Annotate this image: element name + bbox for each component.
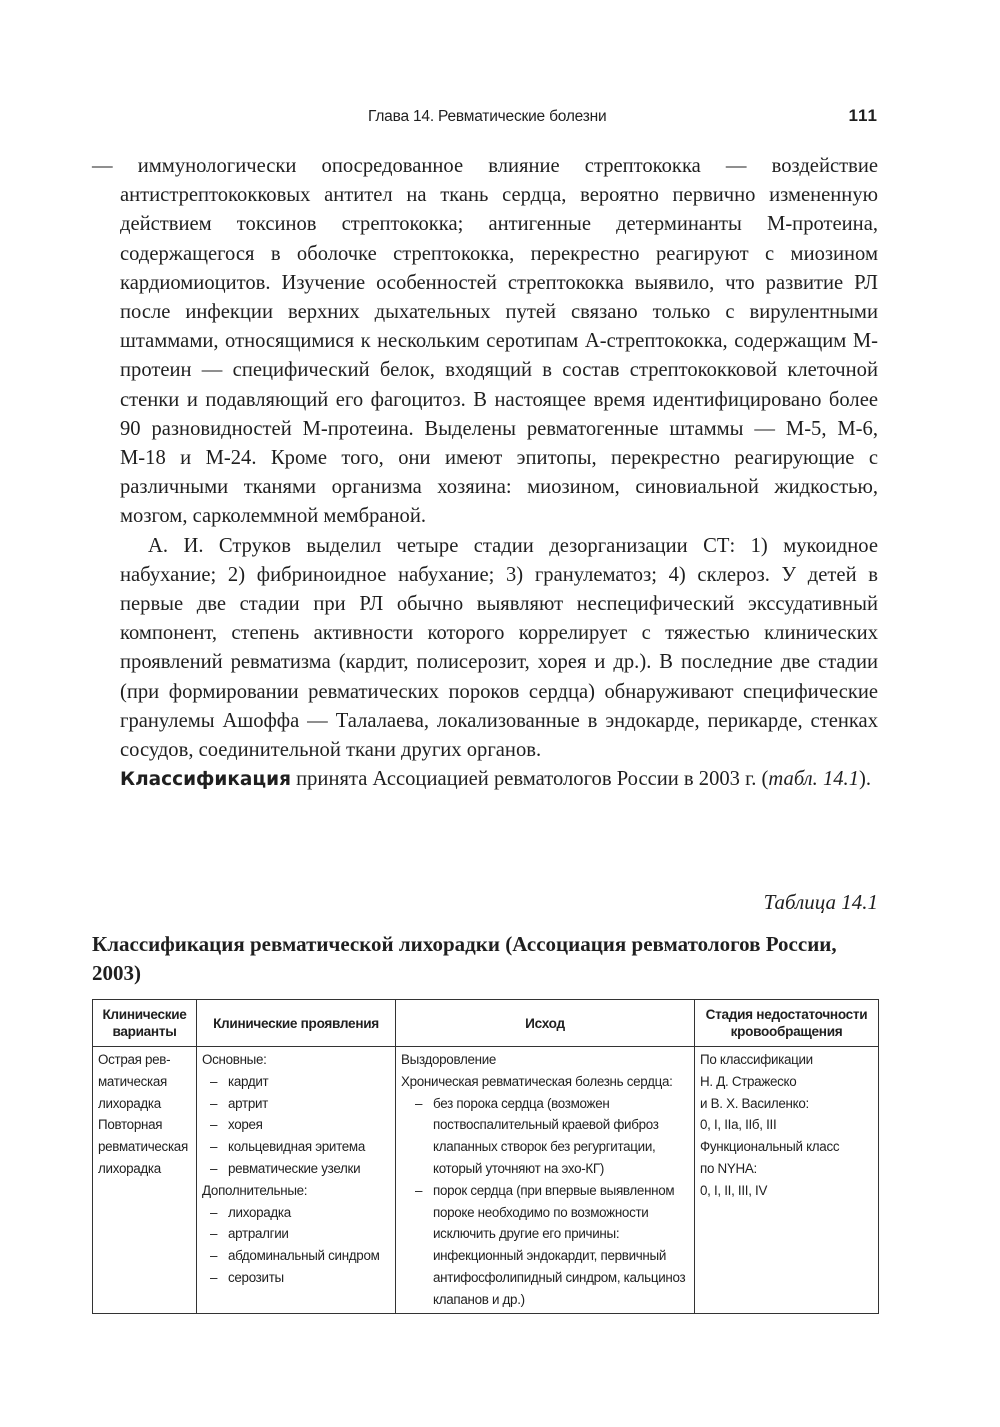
main-label: Основные: bbox=[202, 1052, 267, 1067]
header-circulatory-stage: Стадия недостаточности кровообращения bbox=[695, 1000, 879, 1047]
table-caption: Классификация ревматической лихорадки (Ассоциация ревматологов России, 2003) bbox=[92, 932, 837, 985]
paragraph-text: принята Ассоциацией ревматологов России в 2003 г. ( bbox=[290, 768, 769, 791]
cell-line: Повторная bbox=[98, 1117, 163, 1133]
cell-line: лихорадка bbox=[98, 1095, 161, 1111]
cell-line: ревматическая bbox=[98, 1139, 188, 1155]
dash-list-item: — иммунологически опосредованное влияние стрептококка — воздействие антистрептококковых антител на ткань сердца, вероятно первично измененную действием токсинов стрептококка; антигенные детерминанты М-протеина, содержащегося в оболочке стрептококка, перекрестно реагируют с миозином кардиомиоцитов. Изучение особенностей стрептококка выявило, что развитие РЛ после инфекции верхних дыхательных путей связано только с вирулентными штаммами, относящимися к нескольким серотипам А-стрептококка, содержащим М-протеин — специфический белок, входящий в состав стрептококковой клеточной стенки и подавляющий его фагоцитоз. В настоящее время идентифицировано более 90 разновидностей М-протеина. Выделены ревматогенные штаммы — М-5, М-6, М-18 и М-24. Кроме того, они имеют эпитопы, перекрестно реагирующие с различными тканями организма хозяина: миозином, синовиальной жидкостью, мозгом, сарколеммной мембраной. bbox=[92, 155, 878, 528]
cell-manifestations bbox=[197, 1047, 396, 1314]
list-item: – артрит bbox=[202, 1093, 390, 1115]
table-header-row bbox=[93, 1000, 879, 1047]
list-item: – без порока сердца (возможен поствоспалительный краевой фиброз клапанных створок без регургитации, который уточняют на эхо-КГ) bbox=[401, 1093, 689, 1180]
running-head bbox=[120, 106, 878, 130]
header-clinical-manifestations: Клинические проявления bbox=[197, 1000, 396, 1047]
cell-line: по NYHA: bbox=[700, 1160, 757, 1176]
list-item: – серозиты bbox=[202, 1267, 390, 1289]
table-row bbox=[93, 1047, 879, 1314]
cell-line: и В. Х. Василенко: bbox=[700, 1095, 809, 1111]
table-reference[interactable]: табл. 14.1 bbox=[768, 768, 859, 791]
cell-line: матическая bbox=[98, 1073, 167, 1089]
list-item: – лихорадка bbox=[202, 1202, 390, 1224]
list-item: – порок сердца (при впервые выявленном пороке необходимо по возможности исключить другие его причины: инфекционный эндокардит, первичный антифосфолипидный синдром, кальциноз клапанов и др.) bbox=[401, 1180, 689, 1311]
header-outcome: Исход bbox=[396, 1000, 695, 1047]
list-item: – кардит bbox=[202, 1071, 390, 1093]
cell-line: Хроническая ревматическая болезнь сердца: bbox=[401, 1073, 673, 1089]
chapter-title: Глава 14. Ревматические болезни bbox=[368, 108, 607, 125]
paragraph: А. И. Струков выделил четыре стадии дезорганизации СТ: 1) мукоидное набухание; 2) фибриноидное набухание; 3) гранулематоз; 4) склероз. У детей в первые две стадии при РЛ обычно выявляют неспецифический экссудативный компонент, степень активности которого коррелирует с тяжестью клинических проявлений ревматизма (кардит, полисерозит, хорея и др.). В последние две стадии (при формировании ревматических пороков сердца) обнаруживают специфические гранулемы Ашоффа — Талалаева, локализованные в эндокарде, перикарде, стенках сосудов, соединительной ткани других органов. bbox=[120, 534, 878, 762]
body-text bbox=[92, 152, 878, 794]
extra-label: Дополнительные: bbox=[202, 1182, 308, 1198]
cell-line: 0, I, II, III, IV bbox=[700, 1182, 768, 1198]
cell-line: лихорадка bbox=[98, 1160, 161, 1176]
paragraph-end: ). bbox=[859, 768, 872, 791]
keyword-classification: Классификация bbox=[120, 769, 291, 791]
cell-circulatory-stage bbox=[695, 1047, 879, 1314]
cell-line: Острая рев- bbox=[98, 1052, 171, 1067]
page-number: 111 bbox=[848, 106, 878, 125]
list-item: – хорея bbox=[202, 1114, 390, 1136]
list-item: – артралгии bbox=[202, 1223, 390, 1245]
classification-table bbox=[92, 999, 879, 1314]
table-number-label: Таблица 14.1 bbox=[763, 890, 878, 914]
cell-line: Функциональный класс bbox=[700, 1139, 840, 1155]
cell-line: 0, I, IIа, IIб, III bbox=[700, 1117, 777, 1133]
cell-line: Н. Д. Стражеско bbox=[700, 1073, 797, 1089]
paragraph-classification bbox=[120, 765, 878, 794]
list-item: – ревматические узелки bbox=[202, 1158, 390, 1180]
cell-variants bbox=[93, 1047, 197, 1314]
list-item: – абдоминальный синдром bbox=[202, 1245, 390, 1267]
cell-outcome bbox=[396, 1047, 695, 1314]
cell-line: Выздоровление bbox=[401, 1052, 497, 1067]
header-clinical-variants: Клинические варианты bbox=[93, 1000, 197, 1047]
list-item: – кольцевидная эритема bbox=[202, 1136, 390, 1158]
cell-line: По классификации bbox=[700, 1052, 813, 1067]
